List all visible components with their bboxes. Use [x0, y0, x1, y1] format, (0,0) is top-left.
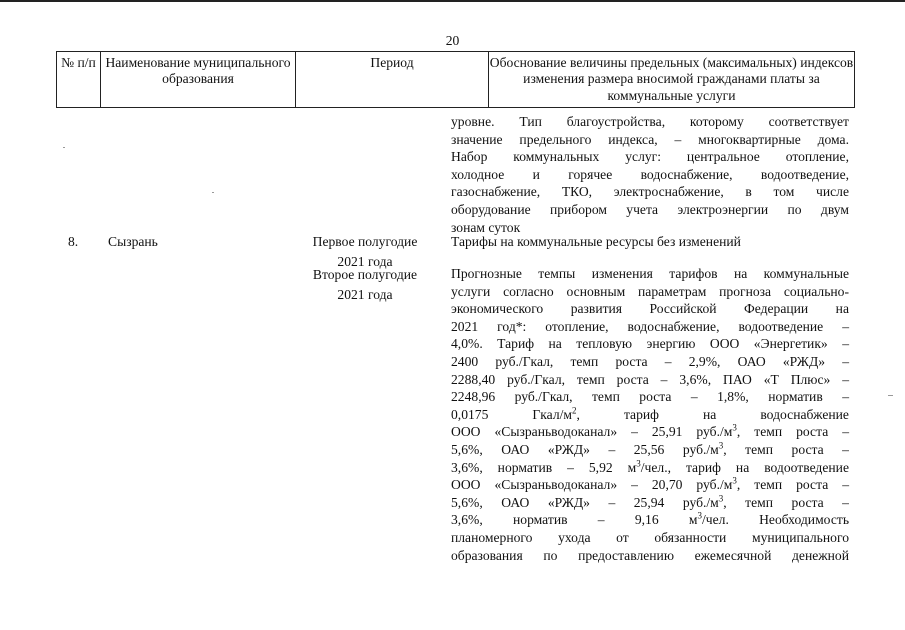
period-year: 2021 года — [337, 254, 393, 269]
continuation-line: зонам суток — [451, 219, 521, 235]
forecast-line: 5,6%, ОАО «РЖД» – 25,56 $руб./м^3$, темп роста – — [451, 440, 849, 457]
period-label: Второе полугодие — [312, 267, 418, 282]
header-col-number: № п/п — [57, 52, 101, 107]
municipality-name: Сызрань — [108, 234, 158, 249]
forecast-line: 2248,96 руб./Гкал, темп роста – 1,8%, норматив – — [451, 389, 849, 405]
forecast-line: 3,6%, норматив – 5,92 $м^3$/чел., тариф на водоотведение — [451, 458, 849, 475]
continuation-line: уровне. Тип благоустройства, которому соответствует — [451, 114, 849, 129]
header-col-municipality: Наименование муниципального образования — [101, 52, 296, 107]
forecast-line: 0,0175 Гкал/$м^2$, тариф на водоснабжение — [451, 405, 849, 422]
row-number: 8. — [68, 234, 79, 249]
scan-speck — [888, 395, 893, 396]
period-label: Первое полугодие — [312, 234, 418, 249]
continuation-line: газоснабжение, ТКО, электроснабжение, в том числе — [451, 184, 849, 200]
header-col-justification: Обоснование величины предельных (максимальных) индексов изменения размера вносимой гражданами платы за коммунальные услуги — [489, 55, 854, 103]
continuation-line: Набор коммунальных услуг: центральное отопление, — [451, 149, 849, 165]
forecast-line: 3,6%, норматив – 9,16 $м^3$/чел. Необходимость — [451, 510, 850, 528]
forecast-line: экономического развития Российской Федерации на — [451, 301, 849, 317]
forecast-line: образования по предоставлению ежемесячной денежной — [451, 547, 849, 563]
continuation-line: значение предельного индекса, – многоквартирные дома. — [451, 131, 849, 147]
forecast-line: 4,0%. Тариф на тепловую энергию ООО «Энергетик» – — [451, 336, 849, 352]
forecast-line: ООО «Сызраньводоканал» – 25,91 $руб./м^3$, темп роста – — [451, 422, 850, 440]
scan-speck — [63, 147, 65, 148]
forecast-line: 2021 год*: отопление, водоснабжение, водоотведение – — [451, 318, 849, 334]
page-top-border — [0, 0, 905, 2]
forecast-line: ООО «Сызраньводоканал» – 20,70 $руб./м^3$, темп роста – — [451, 475, 850, 493]
forecast-line: 2400 руб./Гкал, темп роста – 2,9%, ОАО «РЖД» – — [451, 354, 849, 369]
continuation-line: оборудование прибором учета электроэнергии по двум — [451, 202, 849, 217]
continuation-line: холодное и горячее водоснабжение, водоотведение, — [451, 166, 849, 182]
forecast-line: 5,6%, ОАО «РЖД» – 25,94 $руб./м^3$, темп роста – — [451, 493, 849, 510]
tariffs-unchanged-text: Тарифы на коммунальные ресурсы без изменений — [451, 234, 741, 249]
header-col-period: Период — [296, 52, 489, 107]
forecast-line: планомерного ухода от обязанности муниципального — [451, 530, 849, 545]
page-number: 20 — [445, 33, 460, 48]
forecast-line: 2288,40 руб./Гкал, темп роста – 3,6%, ПАО «Т Плюс» – — [451, 371, 849, 387]
forecast-line: услуги согласно основным параметрам прогноза социально- — [451, 283, 849, 299]
period-year: 2021 года — [337, 287, 393, 302]
forecast-line: Прогнозные темпы изменения тарифов на коммунальные — [451, 266, 849, 281]
period-second-half — [303, 265, 427, 305]
scan-speck — [212, 192, 214, 193]
table-header — [56, 51, 855, 108]
